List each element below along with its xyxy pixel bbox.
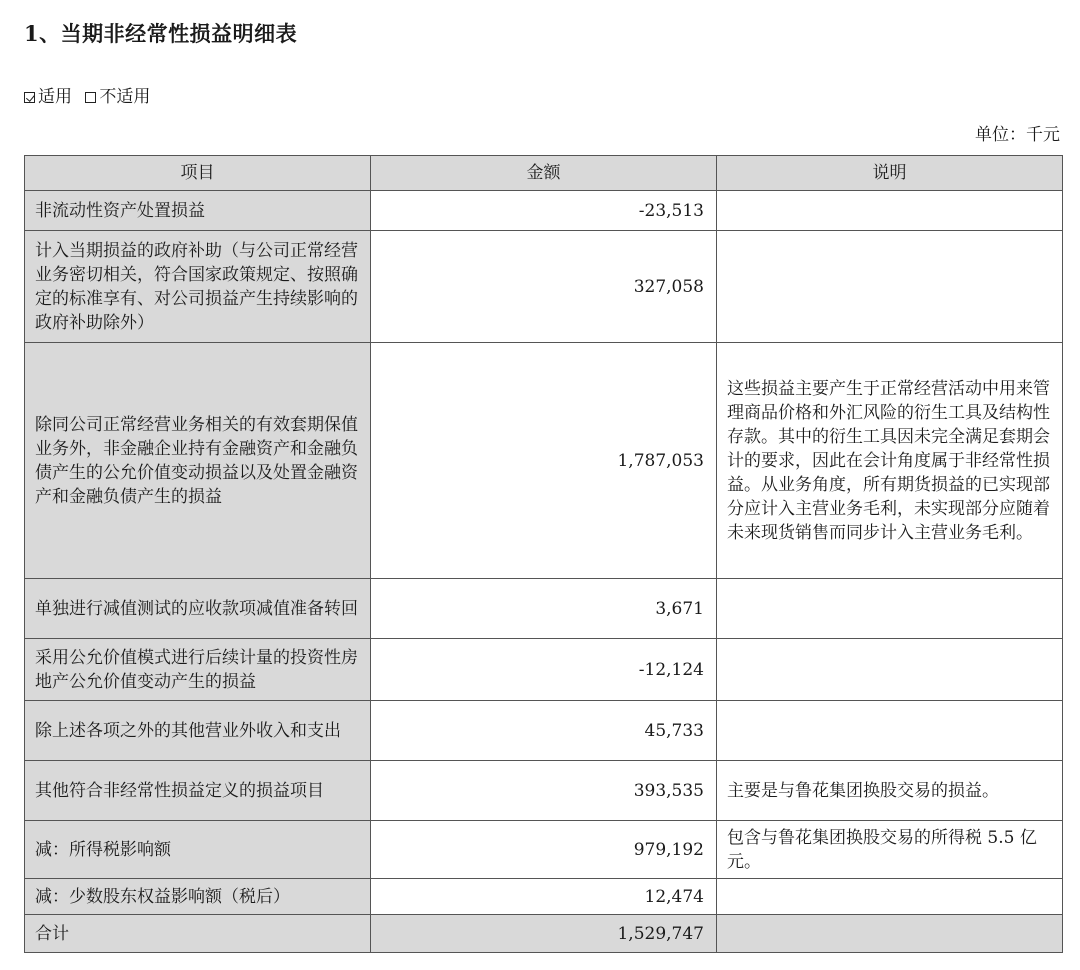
not-applicable-option [85,87,150,107]
row-amount: 979,192 [371,821,717,879]
table-row [25,639,1063,701]
row-amount: 45,733 [371,701,717,761]
row-note [717,701,1063,761]
header-note: 说明 [717,156,1063,191]
applicable-label: 适用 [38,87,72,107]
table-row [25,879,1063,915]
row-note [717,879,1063,915]
row-item: 单独进行减值测试的应收款项减值准备转回 [25,579,371,639]
row-item: 除上述各项之外的其他营业外收入和支出 [25,701,371,761]
header-item: 项目 [25,156,371,191]
row-amount: 3,671 [371,579,717,639]
row-note: 主要是与鲁花集团换股交易的损益。 [717,761,1063,821]
row-note: 包含与鲁花集团换股交易的所得税 5.5 亿元。 [717,821,1063,879]
checked-box-icon [24,92,35,103]
applicability-options [24,82,158,107]
unchecked-box-icon [85,92,96,103]
row-note [717,915,1063,953]
not-applicable-label: 不适用 [99,87,151,107]
section-title: 1、当期非经常性损益明细表 [24,21,298,46]
row-item: 除同公司正常经营业务相关的有效套期保值业务外，非金融企业持有金融资产和金融负债产生的公允价值变动损益以及处置金融资产和金融负债产生的损益 [25,343,371,579]
row-item: 采用公允价值模式进行后续计量的投资性房地产公允价值变动产生的损益 [25,639,371,701]
row-amount: -12,124 [371,639,717,701]
table-row [25,579,1063,639]
row-note [717,579,1063,639]
row-note [717,191,1063,231]
row-amount: 327,058 [371,231,717,343]
row-item: 非流动性资产处置损益 [25,191,371,231]
header-amount: 金额 [371,156,717,191]
row-note [717,639,1063,701]
table-row [25,343,1063,579]
row-amount: 12,474 [371,879,717,915]
table-row [25,701,1063,761]
row-item: 合计 [25,915,371,953]
row-item: 计入当期损益的政府补助（与公司正常经营业务密切相关，符合国家政策规定、按照确定的标准享有、对公司损益产生持续影响的政府补助除外） [25,231,371,343]
row-amount: 1,529,747 [371,915,717,953]
row-item: 减：少数股东权益影响额（税后） [25,879,371,915]
row-item: 减：所得税影响额 [25,821,371,879]
table-row [25,231,1063,343]
applicable-option [24,87,77,107]
row-note [717,231,1063,343]
row-amount: -23,513 [371,191,717,231]
unit-label: 单位：千元 [975,125,1060,145]
total-row [25,915,1063,953]
row-amount: 1,787,053 [371,343,717,579]
table-row [25,191,1063,231]
row-amount: 393,535 [371,761,717,821]
row-item: 其他符合非经常性损益定义的损益项目 [25,761,371,821]
table-row [25,821,1063,879]
table-header-row [25,156,1063,191]
row-note: 这些损益主要产生于正常经营活动中用来管理商品价格和外汇风险的衍生工具及结构性存款。其中的衍生工具因未完全满足套期会计的要求，因此在会计角度属于非经常性损益。从业务角度，所有期货损益的已实现部分应计入主营业务毛利，未实现部分应随着未来现货销售而同步计入主营业务毛利。 [717,343,1063,579]
non-recurring-gains-table [24,155,1063,953]
table-row [25,761,1063,821]
